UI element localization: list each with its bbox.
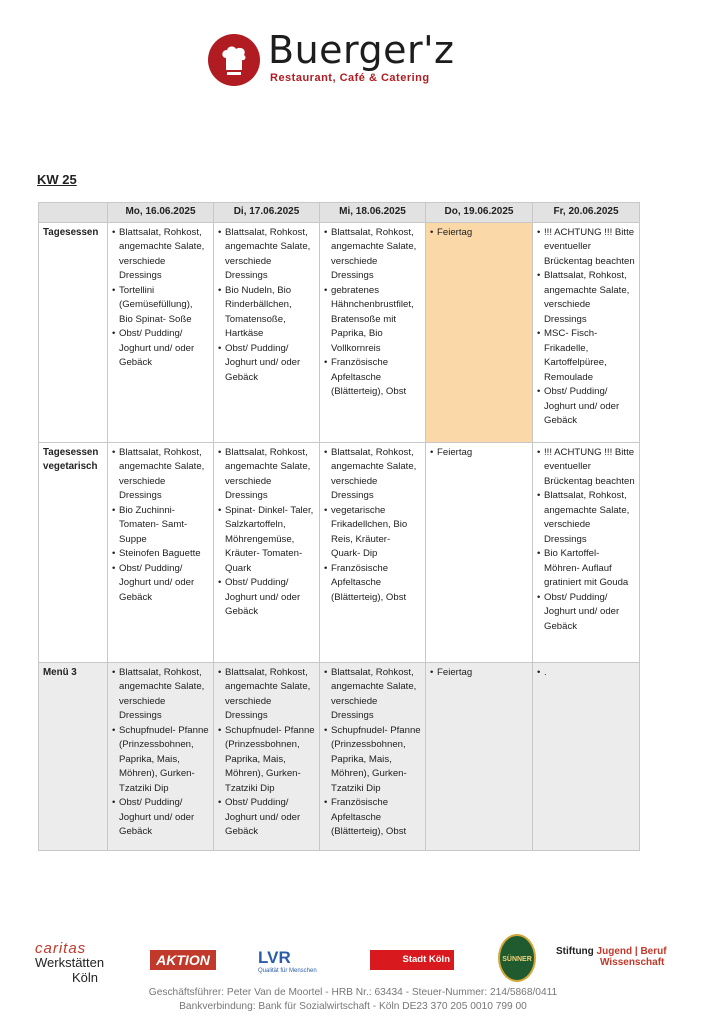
menu-item: • Feiertag <box>430 666 528 681</box>
menu-cell <box>108 662 214 850</box>
menu-cell <box>320 662 426 850</box>
menu-item: • Blattsalat, Rohkost, angemachte Salate, verschiede Dressings <box>112 226 209 284</box>
menu-item: • Tortellini (Gemüsefüllung), Bio Spinat- Soße <box>112 284 209 328</box>
stiftung-logo-text: Jugend | Beruf <box>596 946 667 957</box>
menu-cell <box>320 442 426 662</box>
menu-item: • . <box>537 666 635 681</box>
menu-item: • Bio Kartoffel- Möhren- Auflauf gratiniert mit Gouda <box>537 547 635 591</box>
menu-item: • !!! ACHTUNG !!! Bitte eventueller Brückentag beachten <box>537 226 635 270</box>
item-list <box>537 446 635 635</box>
menu-cell <box>533 442 640 662</box>
footer-bank-info: Bankverbindung: Bank für Sozialwirtschaft - Köln DE23 370 205 0010 799 00 <box>179 1001 527 1012</box>
caritas-logo-text: Köln <box>71 970 99 985</box>
menu-item: • !!! ACHTUNG !!! Bitte eventueller Brückentag beachten <box>537 446 635 490</box>
brand-tagline: Restaurant, Café & Catering <box>270 72 430 84</box>
menu-item: • Schupfnudel- Pfanne (Prinzessbohnen, Paprika, Mais, Möhren), Gurken- Tzatziki Dip <box>112 724 209 797</box>
menu-cell <box>214 222 320 442</box>
item-list <box>112 666 209 840</box>
table-row <box>39 222 640 442</box>
item-list <box>324 226 421 400</box>
menu-item: • Schupfnudel- Pfanne (Prinzessbohnen, Paprika, Mais, Möhren), Gurken- Tzatziki Dip <box>324 724 421 797</box>
item-list <box>430 226 528 241</box>
stiftung-logo <box>556 946 676 968</box>
day-header: Fr, 20.06.2025 <box>533 203 640 223</box>
menu-item: • Blattsalat, Rohkost, angemachte Salate, verschiede Dressings <box>324 666 421 724</box>
menu-item: • Blattsalat, Rohkost, angemachte Salate, verschiede Dressings <box>218 226 315 284</box>
caritas-logo <box>35 940 135 985</box>
partner-logos <box>30 932 680 985</box>
menu-item: • Obst/ Pudding/ Joghurt und/ oder Gebäck <box>218 576 315 620</box>
stiftung-logo-text: Wissenschaft <box>600 957 665 968</box>
menu-item: • Spinat- Dinkel- Taler, Salzkartoffeln, Möhrengemüse, Kräuter- Tomaten- Quark <box>218 504 315 577</box>
lvr-logo <box>258 948 330 974</box>
chef-hat-icon <box>221 46 247 76</box>
item-list <box>218 446 315 620</box>
item-list <box>430 446 528 461</box>
aktion-logo: AKTION <box>150 950 216 970</box>
day-header: Mi, 18.06.2025 <box>320 203 426 223</box>
menu-cell <box>426 662 533 850</box>
menu-item: • Steinofen Baguette <box>112 547 209 562</box>
menu-item: • Obst/ Pudding/ Joghurt und/ oder Gebäck <box>218 796 315 840</box>
lvr-logo-text: LVR <box>258 948 291 967</box>
caritas-logo-text: caritas <box>35 940 87 957</box>
item-list <box>218 666 315 840</box>
day-header: Di, 17.06.2025 <box>214 203 320 223</box>
menu-item: • vegetarische Frikadellchen, Bio Reis, Kräuter- Quark- Dip <box>324 504 421 562</box>
item-list <box>112 226 209 371</box>
suenner-logo: SÜNNER <box>498 934 536 982</box>
menu-item: • Obst/ Pudding/ Joghurt und/ oder Gebäck <box>112 796 209 840</box>
menu-item: • Feiertag <box>430 446 528 461</box>
menu-item: • Blattsalat, Rohkost, angemachte Salate, verschiede Dressings <box>112 666 209 724</box>
item-list <box>537 666 635 681</box>
menu-item: • Schupfnudel- Pfanne (Prinzessbohnen, Paprika, Mais, Möhren), Gurken- Tzatziki Dip <box>218 724 315 797</box>
menu-cell <box>214 662 320 850</box>
menu-item: • Blattsalat, Rohkost, angemachte Salate, verschiede Dressings <box>537 489 635 547</box>
caritas-logo-text: Werkstätten <box>35 955 105 970</box>
menu-item: • Obst/ Pudding/ Joghurt und/ oder Gebäck <box>112 562 209 606</box>
menu-cell <box>214 442 320 662</box>
item-list <box>218 226 315 386</box>
menu-item: • Obst/ Pudding/ Joghurt und/ oder Gebäck <box>218 342 315 386</box>
menu-cell <box>533 662 640 850</box>
menu-item: • Obst/ Pudding/ Joghurt und/ oder Gebäck <box>112 327 209 371</box>
menu-item: • Blattsalat, Rohkost, angemachte Salate, verschiede Dressings <box>218 666 315 724</box>
item-list <box>112 446 209 606</box>
menu-item: • Französische Apfeltasche (Blätterteig), Obst <box>324 796 421 840</box>
stadt-koeln-logo: Stadt Köln <box>370 950 454 970</box>
footer-company-info: Geschäftsführer: Peter Van de Moortel - HRB Nr.: 63434 - Steuer-Nummer: 214/5868/0411 <box>148 987 558 998</box>
menu-cell-holiday <box>426 222 533 442</box>
menu-item: • Obst/ Pudding/ Joghurt und/ oder Gebäck <box>537 385 635 429</box>
logo-circle <box>208 34 260 86</box>
header-empty <box>39 203 108 223</box>
item-list <box>324 446 421 606</box>
menu-cell <box>426 442 533 662</box>
menu-item: • Französische Apfeltasche (Blätterteig), Obst <box>324 562 421 606</box>
table-row <box>39 662 640 850</box>
stiftung-logo-text: Stiftung <box>556 946 594 957</box>
row-label: Tagesessen <box>39 222 108 442</box>
menu-cell <box>108 222 214 442</box>
menu-item: • Französische Apfeltasche (Blätterteig), Obst <box>324 356 421 400</box>
table-row <box>39 442 640 662</box>
menu-item: • gebratenes Hähnchenbrustfilet, Bratensoße mit Paprika, Bio Vollkornreis <box>324 284 421 357</box>
menu-item: • Blattsalat, Rohkost, angemachte Salate, verschiede Dressings <box>324 446 421 504</box>
menu-cell <box>108 442 214 662</box>
menu-cell <box>320 222 426 442</box>
item-list <box>430 666 528 681</box>
menu-cell <box>533 222 640 442</box>
menu-item: • Obst/ Pudding/ Joghurt und/ oder Gebäck <box>537 591 635 635</box>
menu-item: • Blattsalat, Rohkost, angemachte Salate, verschiede Dressings <box>537 269 635 327</box>
lvr-logo-subtext: Qualität für Menschen <box>258 968 317 974</box>
table-header-row <box>39 203 640 223</box>
company-logo <box>208 28 468 92</box>
day-header: Mo, 16.06.2025 <box>108 203 214 223</box>
row-label: Menü 3 <box>39 662 108 850</box>
menu-item: • MSC- Fisch- Frikadelle, Kartoffelpüree, Remoulade <box>537 327 635 385</box>
week-label: KW 25 <box>37 172 77 187</box>
menu-item: • Blattsalat, Rohkost, angemachte Salate, verschiede Dressings <box>218 446 315 504</box>
menu-item: • Bio Nudeln, Bio Rinderbällchen, Tomatensoße, Hartkäse <box>218 284 315 342</box>
menu-item: • Blattsalat, Rohkost, angemachte Salate, verschiede Dressings <box>112 446 209 504</box>
menu-item: • Bio Zuchinni- Tomaten- Samt- Suppe <box>112 504 209 548</box>
item-list <box>324 666 421 840</box>
menu-item: • Blattsalat, Rohkost, angemachte Salate, verschiede Dressings <box>324 226 421 284</box>
row-label: Tagesessen vegetarisch <box>39 442 108 662</box>
brand-name: Buerger'z <box>268 28 455 72</box>
day-header: Do, 19.06.2025 <box>426 203 533 223</box>
menu-table <box>38 202 640 851</box>
menu-item: • Feiertag <box>430 226 528 241</box>
item-list <box>537 226 635 429</box>
